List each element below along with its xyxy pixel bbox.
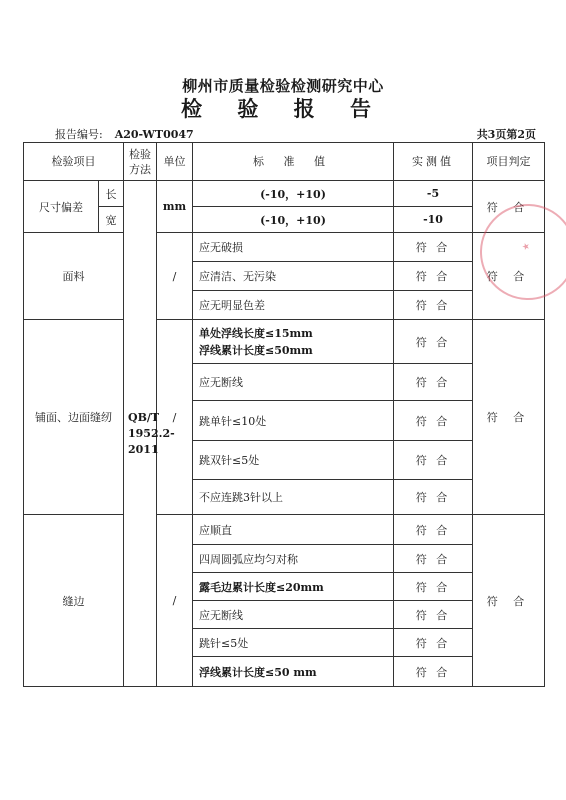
size-verdict: 符 合 <box>473 181 545 233</box>
edging-value-5: 符 合 <box>394 629 473 657</box>
stitching-value-1: 符 合 <box>394 320 473 364</box>
table-row <box>24 207 545 233</box>
group-stitching: 铺面、边面缝纫 <box>24 320 124 515</box>
size-length-label: 长 <box>99 181 124 207</box>
document-title: 检 验 报 告 <box>181 96 385 121</box>
edging-value-1: 符 合 <box>394 515 473 545</box>
edging-value-3: 符 合 <box>394 573 473 601</box>
report-number-value: A20-WT0047 <box>114 128 194 141</box>
method-cell: QB/T 1952.2-2011 <box>124 181 157 687</box>
stitching-verdict: 符 合 <box>473 320 545 515</box>
edging-standard-4: 应无断线 <box>193 601 394 629</box>
stitching-standard-3: 跳单针≤10处 <box>193 401 394 441</box>
table-header-row <box>24 143 545 181</box>
edging-standard-3: 露毛边累计长度≤20mm <box>193 573 394 601</box>
stitching-value-2: 符 合 <box>394 364 473 401</box>
fabric-verdict: 符 合 <box>473 233 545 320</box>
stitching-standard-5: 不应连跳3针以上 <box>193 480 394 515</box>
fabric-standard-3: 应无明显色差 <box>193 291 394 320</box>
size-length-standard: (-10，+10) <box>193 181 394 207</box>
edging-value-4: 符 合 <box>394 601 473 629</box>
group-fabric: 面料 <box>24 233 124 320</box>
edging-standard-6: 浮线累计长度≤50 mm <box>193 657 394 687</box>
size-width-label: 宽 <box>99 207 124 233</box>
stitching-value-4: 符 合 <box>394 441 473 480</box>
size-width-value: -10 <box>394 207 473 233</box>
size-length-value: -5 <box>394 181 473 207</box>
table-row <box>24 233 545 262</box>
edging-value-6: 符 合 <box>394 657 473 687</box>
col-header-measured: 实测值 <box>394 143 473 181</box>
size-width-standard: (-10，+10) <box>193 207 394 233</box>
page-info: 共3页第2页 <box>476 128 536 141</box>
edging-standard-2: 四周圆弧应均匀对称 <box>193 545 394 573</box>
edging-standard-1: 应顺直 <box>193 515 394 545</box>
stitching-value-3: 符 合 <box>394 401 473 441</box>
table-row <box>24 320 545 364</box>
edging-value-2: 符 合 <box>394 545 473 573</box>
stitching-standard-1-line2: 浮线累计长度≤50mm <box>199 343 313 357</box>
edging-unit: / <box>157 515 193 687</box>
report-number-label: 报告编号: <box>55 128 103 141</box>
inspection-table <box>23 142 545 687</box>
edging-standard-5: 跳针≤5处 <box>193 629 394 657</box>
edging-verdict: 符 合 <box>473 515 545 687</box>
table-row <box>24 515 545 545</box>
stitching-standard-1 <box>193 320 394 364</box>
col-header-unit: 单位 <box>157 143 193 181</box>
col-header-item: 检验项目 <box>24 143 124 181</box>
fabric-value-3: 符 合 <box>394 291 473 320</box>
col-header-standard: 标 准 值 <box>193 143 394 181</box>
organization-name: 柳州市质量检验检测研究中心 <box>182 77 384 95</box>
official-stamp: ★ <box>466 190 566 313</box>
stitching-standard-2: 应无断线 <box>193 364 394 401</box>
stitching-standard-1-line1: 单处浮线长度≤15mm <box>199 326 313 340</box>
report-number <box>55 126 194 142</box>
fabric-unit: / <box>157 233 193 320</box>
fabric-value-2: 符 合 <box>394 262 473 291</box>
group-size: 尺寸偏差 <box>24 181 99 233</box>
table-row <box>24 181 545 207</box>
col-header-method: 检验方法 <box>124 143 157 181</box>
col-header-verdict: 项目判定 <box>473 143 545 181</box>
group-edging: 缝边 <box>24 515 124 687</box>
size-unit: mm <box>157 181 193 233</box>
stitching-standard-4: 跳双针≤5处 <box>193 441 394 480</box>
stitching-unit: / <box>157 320 193 515</box>
fabric-value-1: 符 合 <box>394 233 473 262</box>
fabric-standard-2: 应清洁、无污染 <box>193 262 394 291</box>
fabric-standard-1: 应无破损 <box>193 233 394 262</box>
stitching-value-5: 符 合 <box>394 480 473 515</box>
